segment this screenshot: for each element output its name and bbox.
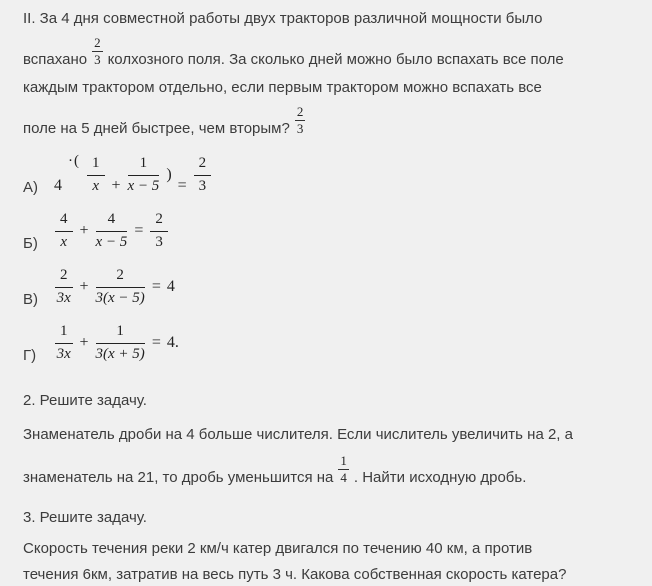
fraction-denominator: 3 (94, 52, 101, 68)
option-label: Г) (23, 347, 37, 365)
problem1-line4-before: поле на 5 дней быстрее, чем вторым? (23, 120, 290, 138)
answer-options (23, 152, 634, 366)
fraction-denominator: 3 (296, 121, 304, 137)
problem2-line2-before: знаменатель на 21, то дробь уменьшится на (23, 469, 334, 487)
fraction-denominator: 3x (56, 289, 71, 306)
fraction (55, 211, 73, 251)
fraction (96, 323, 145, 363)
fraction-denominator: 3 (198, 177, 207, 194)
fraction-denominator: 3 (155, 233, 163, 250)
math-operator: + (111, 177, 121, 195)
math-operator: + (79, 222, 89, 240)
math-operator: = (151, 278, 161, 296)
fraction-denominator: x − 5 (127, 177, 160, 194)
option-row (23, 208, 634, 254)
problem2-line1: Знаменатель дроби на 4 больше числителя. Если числитель увеличить на 2, а (23, 426, 573, 444)
problem1-line1: II. За 4 дня совместной работы двух тракторов различной мощности было (23, 10, 543, 27)
option-label: Б) (23, 235, 38, 253)
fraction (150, 211, 168, 251)
fraction-numerator: 1 (96, 323, 145, 343)
problem3-line1: Скорость течения реки 2 км/ч катер двигался по течению 40 км, а против (23, 540, 533, 558)
fraction-two-thirds (92, 36, 103, 67)
fraction-denominator: 3(x − 5) (95, 289, 145, 306)
option-label: А) (23, 179, 38, 197)
math-text: 4 (166, 278, 175, 296)
math-operator: = (151, 334, 161, 352)
fraction-denominator: 3(x + 5) (95, 345, 145, 362)
problem2-line2 (23, 454, 634, 489)
math-text: ) (166, 166, 172, 184)
fraction-numerator: 1 (128, 155, 160, 175)
problem1-line2 (23, 36, 634, 71)
fraction-numerator: 4 (55, 211, 73, 231)
fraction-denominator: x (92, 177, 100, 194)
fraction-numerator: 4 (96, 211, 128, 231)
math-text: 4 (54, 177, 62, 195)
fraction-denominator: x − 5 (95, 233, 128, 250)
fraction-one-fourth (338, 454, 349, 485)
problem2-line2-after: . Найти исходную дробь. (353, 469, 527, 487)
problem1-line3: каждым трактором отдельно, если первым трактором можно вспахать все (23, 79, 542, 97)
option-row (23, 320, 634, 366)
fraction (55, 267, 73, 307)
math-operator: + (79, 278, 89, 296)
fraction-numerator: 2 (194, 155, 212, 175)
math-operator: = (134, 222, 144, 240)
problem1-line4 (23, 105, 634, 140)
fraction-numerator: 1 (55, 323, 73, 343)
math-text: 4. (166, 334, 179, 352)
option-label: В) (23, 291, 38, 309)
fraction-denominator: x (60, 233, 68, 250)
fraction-denominator: 4 (340, 470, 347, 486)
problem3-heading: 3. Решите задачу. (23, 509, 147, 527)
fraction-numerator: 2 (55, 267, 73, 287)
problem1-line2-after: колхозного поля. За сколько дней можно было вспахать все поле (107, 51, 564, 69)
problem3-line2: течения 6км, затратив на весь путь 3 ч. Какова собственная скорость катера? (23, 566, 567, 584)
math-text: ·( (68, 153, 80, 170)
fraction-denominator: 3x (56, 345, 71, 362)
math-operator: + (79, 334, 89, 352)
fraction-numerator: 2 (295, 105, 306, 121)
fraction-numerator: 1 (87, 155, 105, 175)
fraction-numerator: 2 (150, 211, 168, 231)
fraction (55, 323, 73, 363)
fraction (96, 267, 145, 307)
option-row (23, 152, 634, 198)
problem2-heading: 2. Решите задачу. (23, 392, 147, 410)
fraction (87, 155, 105, 195)
option-row (23, 264, 634, 310)
fraction (128, 155, 160, 195)
fraction (96, 211, 128, 251)
math-operator: = (177, 177, 187, 195)
fraction (194, 155, 212, 195)
fraction-numerator: 1 (338, 454, 349, 470)
fraction-numerator: 2 (96, 267, 145, 287)
fraction-two-thirds (295, 105, 306, 136)
problem1-line2-before: вспахано (23, 51, 88, 69)
fraction-numerator: 2 (92, 36, 103, 52)
